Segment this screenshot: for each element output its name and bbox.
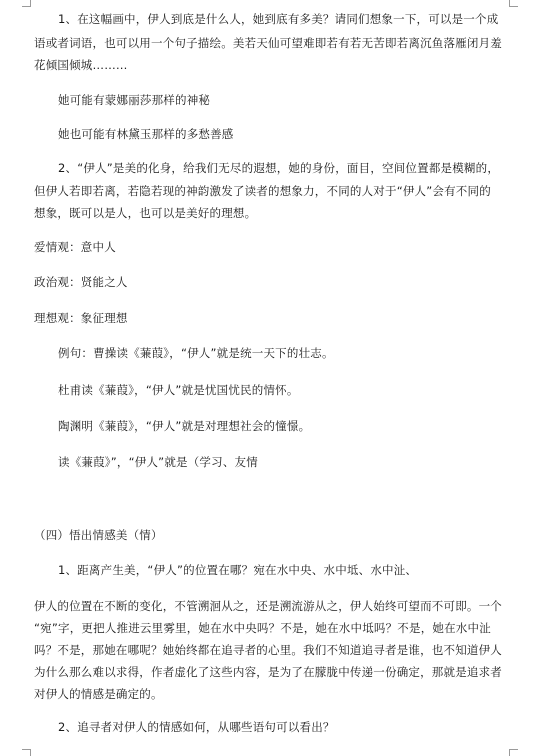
paragraph-line: 伊人的位置在不断的变化，不管溯洄从之，还是溯流游从之，伊人始终可望而不可即。一个 xyxy=(34,599,502,613)
paragraph-line: 她可能有蒙娜丽莎那样的神秘 xyxy=(58,93,211,107)
paragraph-line: 吗？不是，那她在哪呢？她始终都在追寻者的心里。我们不知道追寻者是谁，也不知道伊人 xyxy=(34,643,502,657)
paragraph-line: 她也可能有林黛玉那样的多愁善感 xyxy=(58,127,234,141)
paragraph-line: 政治观：贤能之人 xyxy=(34,275,128,289)
paragraph-line: 读《蒹葭》”，“伊人”就是（学习、友情 xyxy=(58,455,258,469)
paragraph-line: 2、追寻者对伊人的情感如何，从哪些语句可以看出？ xyxy=(58,720,335,734)
paragraph-line: 花倾国倾城……… xyxy=(34,58,128,72)
paragraph-line: 例句：曹操读《蒹葭》，“伊人”就是统一天下的壮志。 xyxy=(58,346,334,360)
paragraph-line: 对伊人的情感是确定的。 xyxy=(34,687,163,701)
paragraph-line: 爱情观：意中人 xyxy=(34,240,116,254)
paragraph-line: 2、“伊人”是美的化身，给我们无尽的遐想，她的身份，面目，空间位置都是模糊的， xyxy=(58,161,500,175)
section-heading: （四）悟出情感美（情） xyxy=(34,528,163,542)
paragraph-line: 1、在这幅画中，伊人到底是什么人，她到底有多美？请同们想象一下，可以是一个成 xyxy=(58,12,499,26)
paragraph-line: 语或者词语，也可以用一个句子描绘。美若天仙可望难即若有若无苦即若离沉鱼落雁闭月羞 xyxy=(34,36,502,50)
paragraph-line: 但伊人若即若离，若隐若现的神韵激发了读者的想象力，不同的人对于“伊人”会有不同的 xyxy=(34,184,491,198)
paragraph-line: 杜甫读《蒹葭》，“伊人”就是忧国忧民的情怀。 xyxy=(58,383,299,397)
page-corner-mark-bottom-right xyxy=(509,749,518,756)
paragraph-line: 陶渊明《蒹葭》，“伊人”就是对理想社会的憧憬。 xyxy=(58,419,311,433)
paragraph-line: “宛”字，更把人推进云里雾里，她在水中央吗？不是，她在水中坻吗？不是，她在水中沚 xyxy=(34,621,491,635)
paragraph-line: 理想观：象征理想 xyxy=(34,311,128,325)
paragraph-line: 1、距离产生美，“伊人”的位置在哪？宛在水中央、水中坻、水中沚、 xyxy=(58,563,418,577)
paragraph-line: 想象，既可以是人，也可以是美好的理想。 xyxy=(34,206,257,220)
page-corner-mark-top-right xyxy=(509,0,518,7)
page-corner-mark-bottom-left xyxy=(22,749,31,756)
paragraph-line: 为什么那么难以求得，作者虚化了这些内容，是为了在朦胧中传递一份确定，那就是追求者 xyxy=(34,665,502,679)
page-corner-mark-top-left xyxy=(22,0,31,7)
